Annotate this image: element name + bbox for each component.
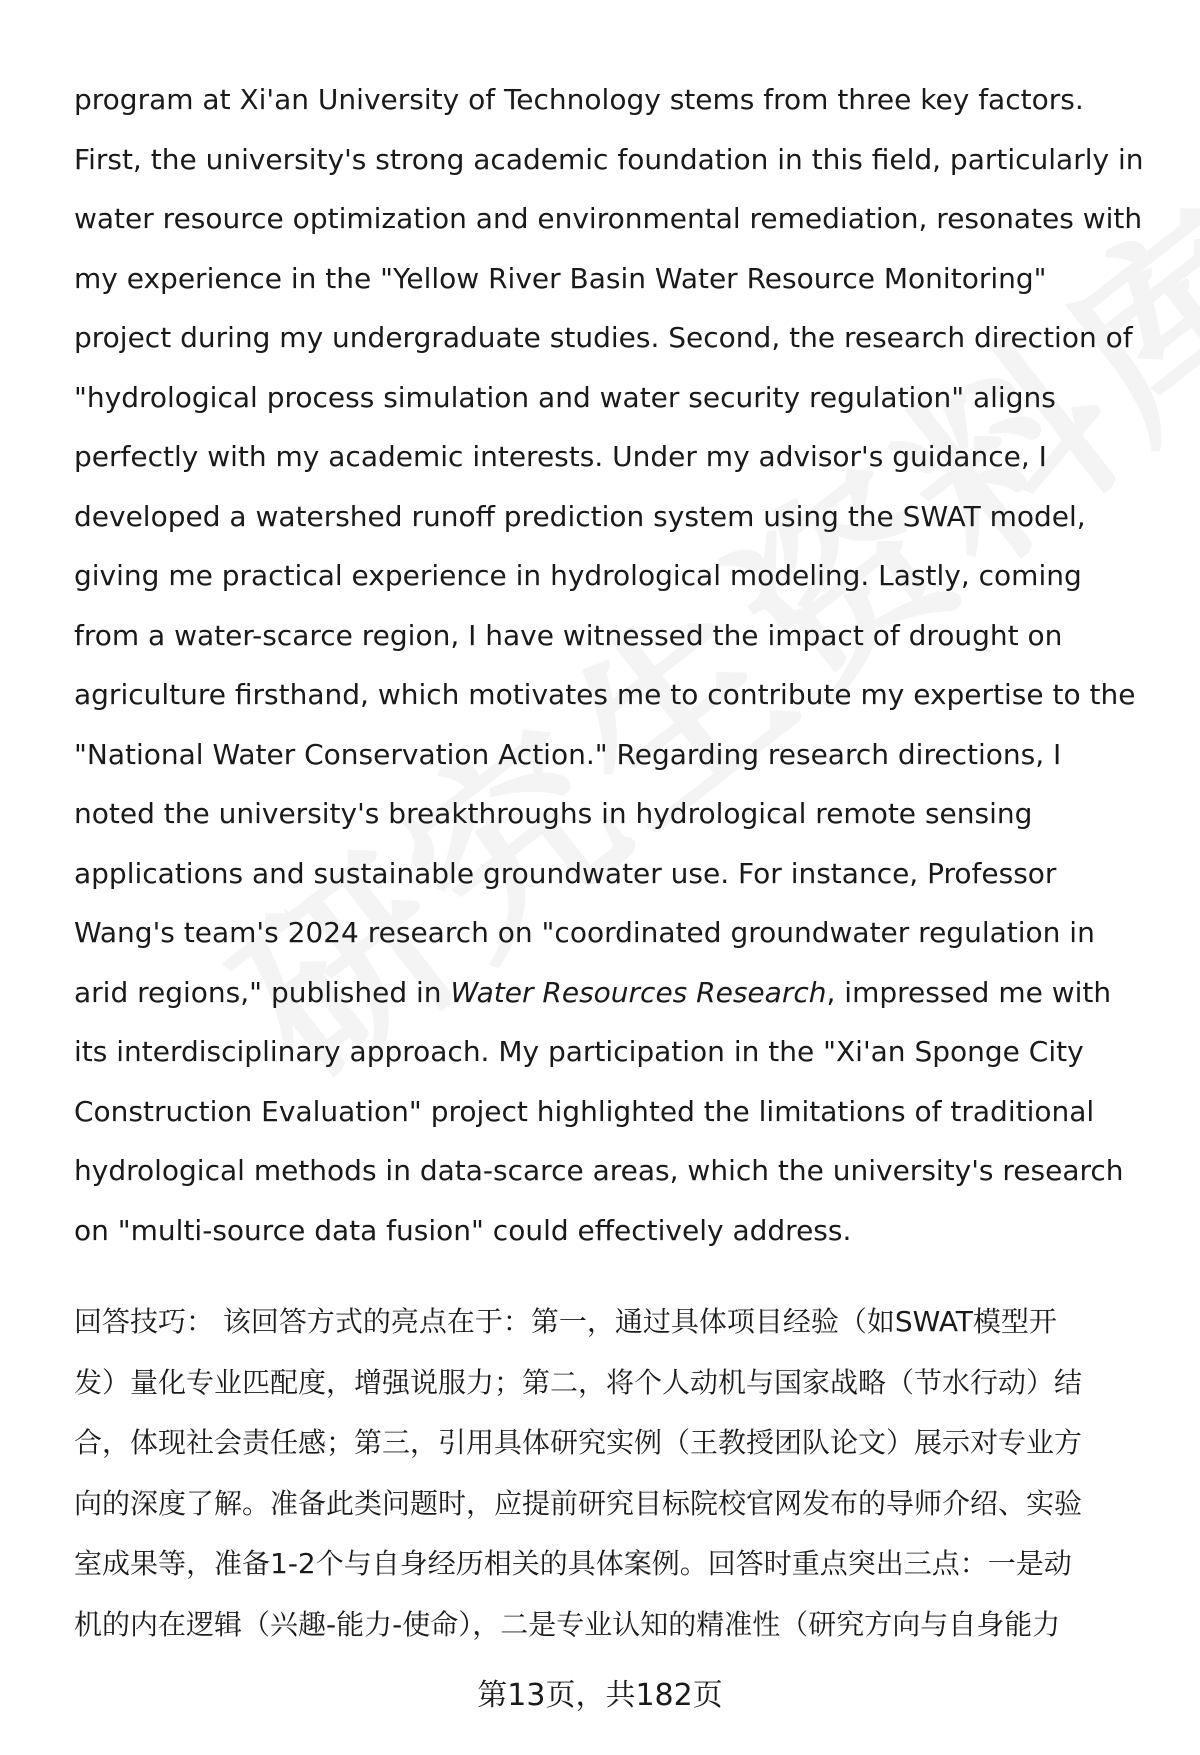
tips-line: 向的深度了解。准备此类问题时，应提前研究目标院校官网发布的导师介绍、实验 bbox=[74, 1486, 1083, 1520]
paragraph-line: giving me practical experience in hydrological modeling. Lastly, coming bbox=[74, 559, 1082, 592]
paragraph-line: hydrological methods in data-scarce areas, which the university's research bbox=[74, 1154, 1124, 1187]
tips-line: 发）量化专业匹配度，增强说服力；第二，将个人动机与国家战略（节水行动）结 bbox=[74, 1365, 1083, 1399]
paragraph-line: water resource optimization and environmental remediation, resonates with bbox=[74, 202, 1143, 235]
tips-line: 室成果等，准备1-2个与自身经历相关的具体案例。回答时重点突出三点：一是动 bbox=[74, 1547, 1072, 1580]
paragraph-line: First, the university's strong academic foundation in this field, particularly in bbox=[74, 142, 1144, 176]
journal-line-after: , impressed me with bbox=[826, 975, 1112, 1009]
paragraph-line: project during my undergraduate studies. Second, the research direction of bbox=[74, 321, 1133, 354]
page-number-footer: 第13页，共182页 bbox=[477, 1678, 723, 1713]
journal-line-before: arid regions," published in bbox=[74, 975, 451, 1009]
answer-tips-paragraph bbox=[74, 1292, 1156, 1655]
paragraph-line: developed a watershed runoff prediction system using the SWAT model, bbox=[74, 499, 1086, 533]
paragraph-line: from a water-scarce region, I have witnessed the impact of drought on bbox=[74, 618, 1063, 652]
paragraph-line: Wang's team's 2024 research on "coordinated groundwater regulation in bbox=[74, 916, 1095, 949]
journal-title: Water Resources Research bbox=[450, 975, 827, 1009]
paragraph-line: my experience in the "Yellow River Basin Water Resource Monitoring" bbox=[74, 261, 1047, 295]
paragraph-line: "hydrological process simulation and water security regulation" aligns bbox=[74, 380, 1056, 414]
paragraph-line: applications and sustainable groundwater use. For instance, Professor bbox=[74, 856, 1057, 890]
tips-line: 合，体现社会责任感；第三，引用具体研究实例（王教授团队论文）展示对专业方 bbox=[74, 1426, 1083, 1459]
paragraph-line-journal bbox=[74, 963, 1156, 1023]
paragraph-line: agriculture firsthand, which motivates me to contribute my expertise to the bbox=[74, 678, 1136, 711]
paragraph-line: noted the university's breakthroughs in hydrological remote sensing bbox=[74, 797, 1033, 830]
tips-line: 回答技巧： 该回答方式的亮点在于：第一，通过具体项目经验（如SWAT模型开 bbox=[74, 1305, 1057, 1338]
paragraph-line: perfectly with my academic interests. Under my advisor's guidance, I bbox=[74, 440, 1047, 473]
paragraph-line: "National Water Conservation Action." Regarding research directions, I bbox=[74, 737, 1062, 771]
answer-paragraph bbox=[74, 70, 1156, 1260]
tips-line: 机的内在逻辑（兴趣-能力-使命），二是专业认知的精准性（研究方向与自身能力 bbox=[74, 1607, 1061, 1641]
paragraph-line: on "multi-source data fusion" could effectively address. bbox=[74, 1213, 852, 1247]
paragraph-line: Construction Evaluation" project highlighted the limitations of traditional bbox=[74, 1094, 1095, 1128]
paragraph-line: its interdisciplinary approach. My participation in the "Xi'an Sponge City bbox=[74, 1035, 1084, 1068]
paragraph-line: program at Xi'an University of Technology stems from three key factors. bbox=[74, 83, 1084, 116]
